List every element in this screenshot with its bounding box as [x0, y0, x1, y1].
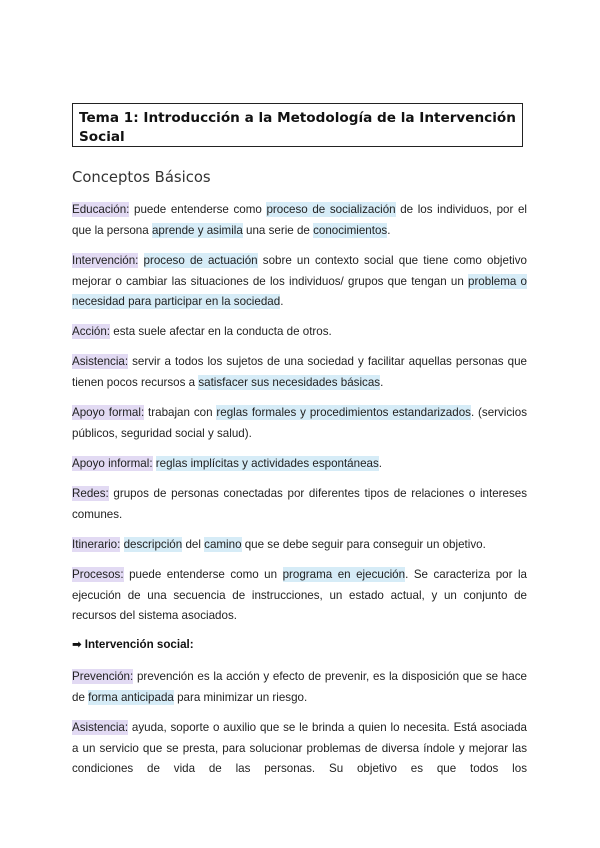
text — [138, 254, 143, 267]
text: . — [378, 457, 383, 470]
highlight: proceso de socialización — [266, 203, 396, 216]
term-label: Asistencia: — [72, 721, 129, 734]
highlight: proceso de actuación — [143, 254, 258, 267]
term-label: Procesos: — [72, 568, 124, 581]
highlight: aprende y asimila — [151, 223, 243, 237]
text: que se debe seguir para conseguir un objetivo. — [241, 538, 486, 551]
term-label: Educación: — [72, 203, 130, 216]
arrow-right-icon: ➡ — [72, 637, 82, 651]
page-title: Tema 1: Introducción a la Metodología de la Intervención Social — [79, 110, 516, 145]
paragraph-intervencion — [72, 251, 527, 313]
text: puede entenderse como un — [123, 568, 283, 581]
text: prevención es la acción y efecto de prevenir, es la disposición que se hace de — [72, 670, 527, 704]
paragraph-prevencion — [72, 667, 527, 708]
highlight: forma anticipada — [88, 690, 174, 704]
section-subtitle: Conceptos Básicos — [72, 169, 211, 186]
highlight: conocimientos — [313, 223, 388, 237]
paragraph-apoyo-informal — [72, 454, 527, 475]
term-label: Itinerario: — [72, 538, 121, 551]
paragraph-redes — [72, 484, 527, 525]
text: de los individuos, por el que la persona — [72, 203, 527, 237]
section-heading-intervencion-social — [72, 637, 194, 651]
text: . — [387, 223, 391, 237]
text: puede entenderse como — [129, 203, 267, 216]
paragraph-educacion — [72, 200, 527, 241]
term-label: Acción: — [72, 325, 111, 338]
text: del — [182, 538, 205, 551]
term-label: Intervención: — [72, 254, 139, 267]
highlight: reglas implícitas y actividades espontáneas — [155, 457, 379, 470]
text: esta suele afectar en la conducta de otros. — [110, 325, 332, 338]
term-label: Asistencia: — [72, 355, 129, 368]
paragraph-apoyo-formal — [72, 403, 527, 444]
section-heading-label: Intervención social: — [84, 638, 194, 651]
highlight: camino — [204, 538, 242, 551]
text: trabajan con — [144, 406, 217, 419]
highlight: problema o necesidad para participar en la sociedad — [72, 274, 527, 308]
text: servir a todos los sujetos de una sociedad y facilitar aquellas personas que tienen pocos recursos a — [72, 355, 527, 389]
term-label: Redes: — [72, 487, 109, 500]
paragraph-asistencia-2 — [72, 718, 527, 780]
highlight: satisfacer sus necesidades básicas — [198, 375, 381, 389]
highlight: reglas formales y procedimientos estandarizados — [216, 406, 471, 419]
term-label: Apoyo formal: — [72, 406, 145, 419]
term-label: Apoyo informal: — [72, 457, 153, 470]
highlight: descripción — [123, 538, 183, 551]
term-label: Prevención: — [72, 670, 134, 683]
title-box — [72, 103, 523, 147]
text: . — [380, 375, 384, 389]
paragraph-itinerario — [72, 535, 527, 556]
text: . — [280, 295, 284, 308]
paragraph-accion — [72, 322, 527, 343]
text: . Se caracteriza por la ejecución de una secuencia de instrucciones, un estado actual, y un conjunto de recursos del sistema asociados. — [72, 568, 527, 622]
text: para minimizar un riesgo. — [173, 690, 308, 704]
paragraph-asistencia — [72, 352, 527, 393]
highlight: programa en ejecución — [282, 568, 406, 581]
text: grupos de personas conectadas por diferentes tipos de relaciones o intereses comunes. — [72, 487, 527, 521]
paragraph-procesos — [72, 565, 527, 627]
text: ayuda, soporte o auxilio que se le brinda a quien lo necesita. Está asociada a un servicio que se presta, para solucionar problemas de diversa índole y mejorar las condiciones de vida de las personas. Su objetivo es que todos los — [72, 721, 527, 775]
text: . (servicios públicos, seguridad social y salud). — [72, 406, 527, 440]
text: una serie de — [242, 223, 314, 237]
text: sobre un contexto social que tiene como objetivo mejorar o cambiar las situaciones de los individuos/ grupos que tengan un — [72, 254, 527, 288]
